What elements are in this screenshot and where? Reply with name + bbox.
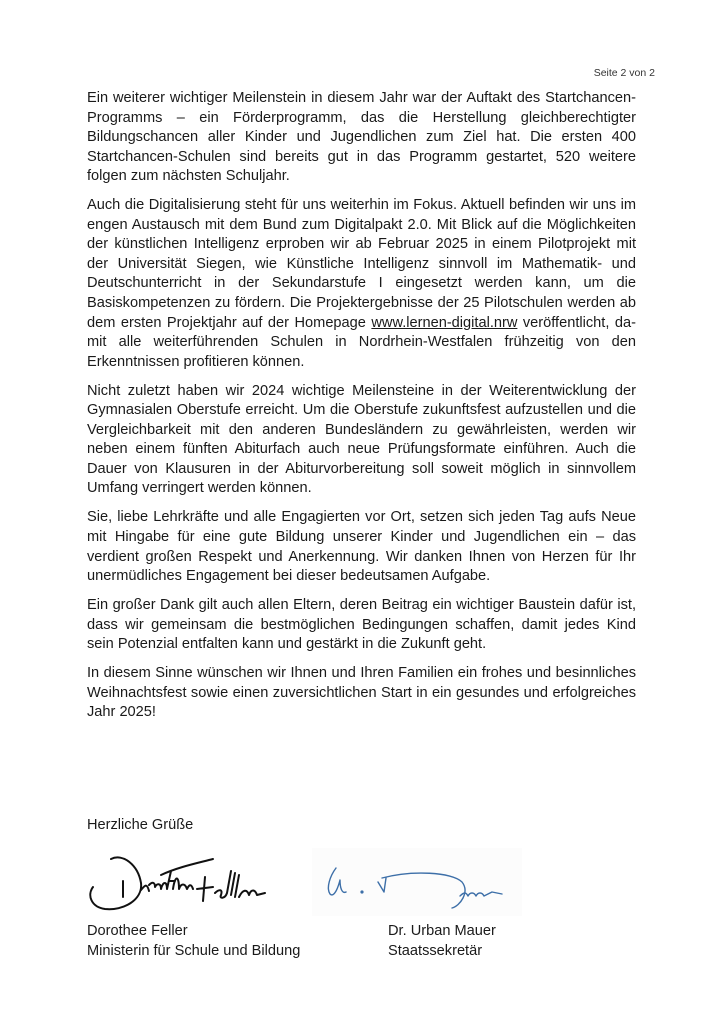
signature-feller [83,845,283,915]
signature-mauer [312,848,522,916]
signer-title: Staatssekretär [388,942,483,959]
paragraph-digitalisierung [87,196,636,372]
paragraph-startchancen: Ein weiterer wichtiger Meilenstein in diesem Jahr war der Auftakt des Startchancen-Programms – ein Förderprogramm, das die Herstellung gleichberechtigter Bildungschancen aller Kinder und Jugendlichen zum Ziel hat. Die ersten 400 Startchancen-Schulen sind bereits gut in das Programm gestartet, 520 weitere folgen zum nächsten Schuljahr. [87,90,636,185]
signer-mauer [388,922,496,961]
homepage-link[interactable]: www.lernen-digital.nrw [371,314,518,331]
paragraph-text: veröffentlicht, damit alle weiterführenden Schulen in Nordrhein-Westfalen frühzeitig von den Erkenntnissen profitieren können. [87,314,636,370]
paragraph-weihnachtsgruss: In diesem Sinne wünschen wir Ihnen und Ihren Familien ein frohes und besinnliches Weihnachtsfest sowie einen zuversichtlichen Start in ein gesundes und erfolgreiches Jahr 2025! [87,665,636,721]
paragraph-oberstufe: Nicht zuletzt haben wir 2024 wichtige Meilensteine in der Weiterentwicklung der Gymnasialen Oberstufe erreicht. Um die Oberstufe zukunftsfest aufzustellen und die Vergleichbarkeit mit den anderen Bundesländern zu gewährleisten, werden wir neben einem fünften Abiturfach auch neue Prüfungsformate einführen. Auch die Dauer von Klausuren in der Abiturvorbereitung soll soweit möglich in sinnvollem Umfang verringert werden können. [87,382,636,497]
page-header: Seite 2 von 2 [593,67,655,79]
signer-name: Dr. Urban Mauer [388,923,496,939]
signer-name: Dorothee Feller [87,923,188,939]
paragraph-text: Auch die Digitalisierung steht für uns weiterhin im Fokus. Aktuell befinden wir uns im engen Austausch mit dem Bund zum Digitalpakt 2.0. Mit Blick auf die Möglichkeiten der künstlichen Intelligenz erproben wir ab Februar 2025 in einem Pilotprojekt mit der Universität Siegen, wie Künstliche Intelligenz sinnvoll im Mathematik- und Deutschunterricht in der Sekundarstufe I eingesetzt werden kann, um die Basiskompetenzen zu fördern. Die Projektergebnisse der 25 Pilotschulen werden ab dem ersten Projektjahr auf der Homepage [87,197,636,331]
closing-greeting: Herzliche Grüße [87,817,194,833]
paragraph-lehrkraefte: Sie, liebe Lehrkräfte und alle Engagierten vor Ort, setzen sich jeden Tag aufs Neue mit Hingabe für eine gute Bildung unserer Kinder und Jugendlichen ein – das verdient großen Respekt und Anerkennung. Wir danken Ihnen von Herzen für Ihr unermüdliches Engagement bei dieser bedeutsamen Aufgabe. [87,509,636,585]
signer-feller [87,922,300,961]
letter-body [87,89,636,732]
paragraph-eltern: Ein großer Dank gilt auch allen Eltern, deren Beitrag ein wichtiger Baustein dafür ist, dass wir gemeinsam die bestmöglichen Bedingungen schaffen, damit jedes Kind sein Potenzial entfalten kann und gestärkt in die Zukunft geht. [87,597,636,653]
signer-title: Ministerin für Schule und Bildung [87,942,301,959]
